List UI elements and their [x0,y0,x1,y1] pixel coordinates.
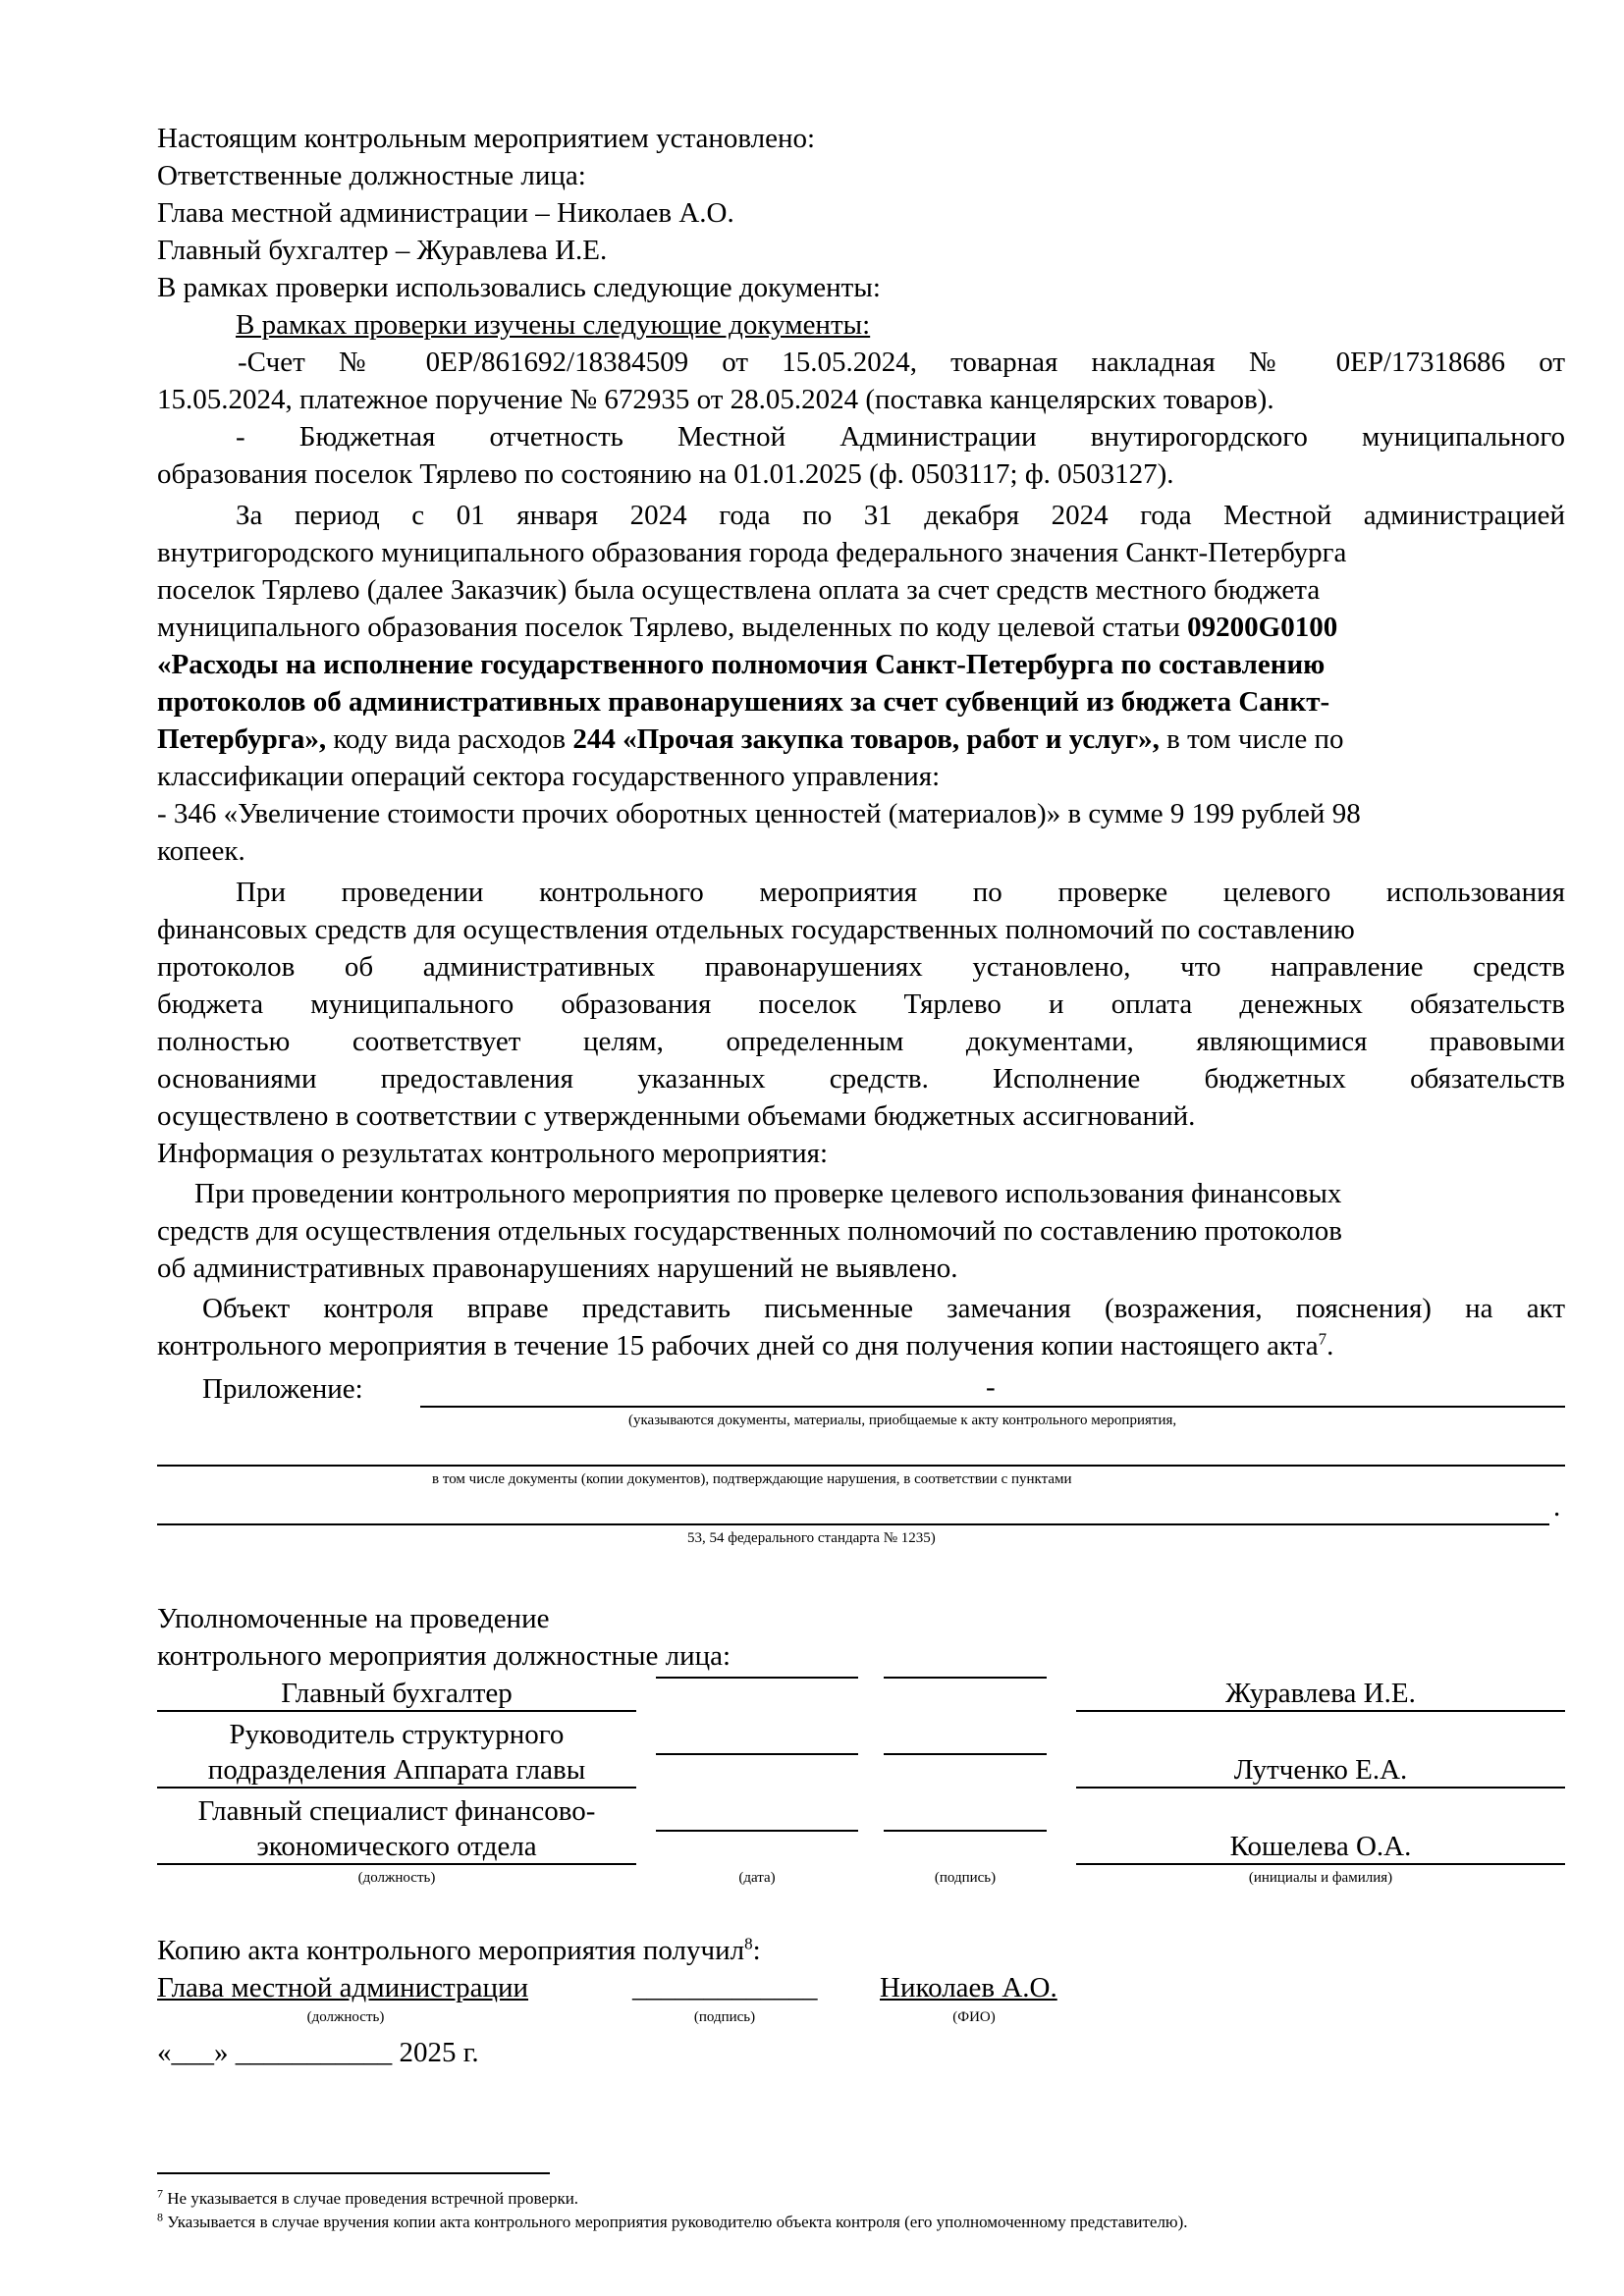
official-3-name: Кошелева О.А. [1076,1830,1565,1865]
official-3-position-line1: Главный специалист финансово- [197,1795,596,1827]
appendix-line3 [157,1523,1549,1525]
appendix-label: Приложение: [202,1373,363,1405]
appendix-caption3: 53, 54 федерального стандарта № 1235) [687,1530,936,1546]
official-2-position: подразделения Аппарата главы [157,1753,636,1789]
established-line: Настоящим контрольным мероприятием установлено: [157,123,816,154]
conduct-line1: При проведении контрольного мероприятия по проверке целевого использования [236,877,1565,908]
period-line10: копеек. [157,835,245,867]
conduct-line6: основаниями предоставления указанных средств. Исполнение бюджетных обязательств [157,1063,1565,1095]
footnote-separator [157,2172,550,2174]
period-line1: За период с 01 января 2024 года по 31 декабря 2024 года Местной администрацией [236,500,1565,531]
copy-caption-signature: (подпись) [693,2009,756,2025]
period-line3: поселок Тярлево (далее Заказчик) была осуществлена оплата за счет средств местного бюджета [157,574,1321,606]
docs-studied-heading: В рамках проверки изучены следующие документы: [236,309,871,341]
official-1-signature [884,1677,1047,1679]
doc1-line2: 15.05.2024, платежное поручение № 672935 от 28.05.2024 (поставка канцелярских товаров). [157,384,1274,415]
results-heading: Информация о результатах контрольного мероприятия: [157,1138,829,1169]
conduct-line2: финансовых средств для осуществления отдельных государственных полномочий по составлению [157,914,1355,945]
head-line: Глава местной администрации – Николаев А.О. [157,197,734,229]
authorized-heading-1: Уполномоченные на проведение [157,1603,550,1634]
appendix-end-dot: . [1553,1491,1561,1522]
results-line3: об административных правонарушениях нарушений не выявлено. [157,1253,958,1284]
copy-name: Николаев А.О. [880,1972,1057,2003]
period-line4: муниципального образования поселок Тярлево, выделенных по коду целевой статьи 09200G0100 [157,612,1338,643]
conduct-line3: протоколов об административных правонарушениях установлено, что направление средств [157,951,1565,983]
period-line8: классификации операций сектора государственного управления: [157,761,941,792]
period-line7: Петербурга», коду вида расходов 244 «Прочая закупка товаров, работ и услуг», в том числе по [157,723,1344,755]
copy-caption-name: (ФИО) [952,2009,996,2025]
doc1-line1: -Счет № 0ЕР/861692/18384509 от 15.05.2024, товарная накладная № 0ЕР/17318686 от [238,347,1565,378]
results-line1: При проведении контрольного мероприятия по проверке целевого использования финансовых [194,1178,1342,1209]
authorized-heading-2: контрольного мероприятия должностные лица: [157,1640,731,1672]
appendix-line1 [420,1406,1565,1408]
appendix-caption2: в том числе документы (копии документов), подтверждающие нарушения, в соответствии с пунктами [432,1471,1072,1487]
official-2-name: Лутченко Е.А. [1076,1753,1565,1789]
caption-date: (дата) [738,1870,776,1886]
docs-used-line: В рамках проверки использовались следующие документы: [157,272,881,303]
official-1-name: Журавлева И.Е. [1076,1677,1565,1712]
doc2-line1: - Бюджетная отчетность Местной Администрации внутирогордского муниципального [236,421,1565,453]
copy-caption-position: (должность) [306,2009,385,2025]
conduct-line7: осуществлено в соответствии с утвержденными объемами бюджетных ассигнований. [157,1100,1196,1132]
responsible-heading: Ответственные должностные лица: [157,160,586,191]
period-line5: «Расходы на исполнение государственного полномочия Санкт-Петербурга по составлению [157,649,1326,680]
official-3-date [656,1830,858,1832]
period-line6: протоколов об административных правонарушениях за счет субвенций из бюджета Санкт- [157,686,1330,718]
official-2-position-line1: Руководитель структурного [229,1719,565,1750]
appendix-caption1: (указываются документы, материалы, приобщаемые к акту контрольного мероприятия, [628,1413,1177,1428]
period-line2: внутригородского муниципального образования города федерального значения Санкт-Петербурга [157,537,1347,568]
results-line2: средств для осуществления отдельных государственных полномочий по составлению протоколов [157,1215,1342,1247]
doc2-line2: образования поселок Тярлево по состоянию на 01.01.2025 (ф. 0503117; ф. 0503127). [157,458,1174,490]
copy-position: Глава местной администрации [157,1972,529,2003]
objection-line2: контрольного мероприятия в течение 15 рабочих дней со дня получения копии настоящего акта$^7$. [157,1329,1334,1362]
appendix-line2 [157,1465,1565,1467]
caption-signature: (подпись) [934,1870,997,1886]
official-2-signature [884,1753,1047,1755]
caption-name: (инициалы и фамилия) [1248,1870,1393,1886]
caption-position: (должность) [357,1870,436,1886]
copy-signature-blank: _____________ [632,1972,818,2003]
conduct-line4: бюджета муниципального образования поселок Тярлево и оплата денежных обязательств [157,988,1565,1020]
official-2-date [656,1753,858,1755]
footnote-8: $^8$ Указывается в случае вручения копии акта контрольного мероприятия руководителю объекта контроля (его уполномоченному представителю). [157,2210,1188,2231]
official-1-position: Главный бухгалтер [157,1677,636,1712]
official-3-position: экономического отдела [157,1830,636,1865]
appendix-value: - [986,1371,996,1403]
objection-line1: Объект контроля вправе представить письменные замечания (возражения, пояснения) на акт [202,1293,1565,1324]
copy-date-line: «___» ___________ 2025 г. [157,2037,479,2068]
official-1-date [656,1677,858,1679]
copy-heading: Копию акта контрольного мероприятия получил$^8$: [157,1934,761,1966]
footnote-7: $^7$ Не указывается в случае проведения встречной проверки. [157,2186,579,2208]
accountant-line: Главный бухгалтер – Журавлева И.Е. [157,235,608,266]
conduct-line5: полностью соответствует целям, определенным документами, являющимися правовыми [157,1026,1565,1057]
official-3-signature [884,1830,1047,1832]
period-line9: - 346 «Увеличение стоимости прочих оборотных ценностей (материалов)» в сумме 9 199 рублей 98 [157,798,1361,829]
budget-code: 09200G0100 [1187,612,1338,643]
